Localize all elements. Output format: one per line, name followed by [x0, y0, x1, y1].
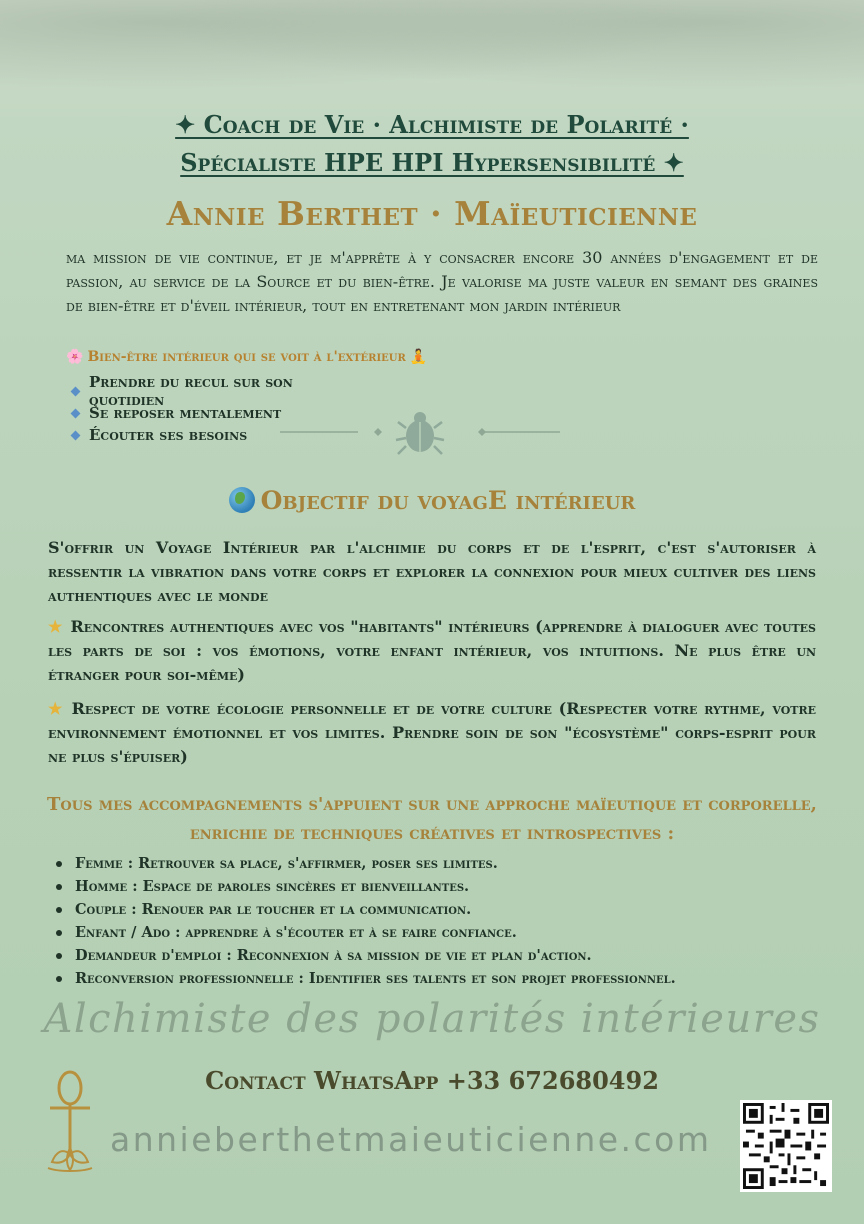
contact-whatsapp: Contact WhatsApp +33 672680492: [205, 1066, 659, 1095]
header-background: [0, 0, 864, 110]
header-title-line2: Spécialiste HPE HPI Hypersensibilité ✦: [180, 148, 684, 177]
approach-heading: Tous mes accompagnements s'appuient sur une approche maïeutique et corporelle, enrichie de techniques créatives et introspectives :: [47, 794, 817, 844]
list-item: Prendre du recul sur son quotidien: [72, 380, 332, 402]
bullet-icon: [56, 930, 62, 936]
star-icon: ★: [48, 617, 63, 636]
list-item: Écouter ses besoins: [72, 424, 332, 446]
wellbeing-text: Bien-être intérieur qui se voit à l'extérieur: [87, 349, 406, 365]
header-title-line1: ✦ Coach de Vie · Alchimiste de Polarité ·: [175, 110, 689, 139]
mission-paragraph: ma mission de vie continue, et je m'apprête à y consacrer encore 30 années d'engagement et de passion, au service de la Source et du bien-être. Je valorise ma juste valeur en semant des graines de bien-être et d'éveil intérieur, tout en entretenant mon jardin intérieur: [66, 248, 818, 315]
globe-icon: [229, 487, 255, 513]
list-item: Demandeur d'emploi : Reconnexion à sa mission de vie et plan d'action.: [56, 944, 836, 967]
scarab-ornament-icon: [280, 406, 560, 458]
qr-code-icon[interactable]: [740, 1100, 832, 1192]
list-item: Femme : Retrouver sa place, s'affirmer, poser ses limites.: [56, 852, 836, 875]
website-url[interactable]: annieberthetmaieuticienne.com: [110, 1120, 712, 1159]
list-item: Enfant / Ado : apprendre à s'écouter et à se faire confiance.: [56, 921, 836, 944]
bullet-icon: [56, 976, 62, 982]
list-item: Reconversion professionnelle : Identifier ses talents et son projet professionnel.: [56, 967, 836, 990]
flower-icon: 🌸: [66, 349, 84, 365]
objective-heading: Objectif du voyagE intérieur: [0, 486, 864, 515]
coach-name: Annie Berthet · Maïeuticienne: [166, 194, 698, 233]
diamond-bullet-icon: [71, 386, 81, 396]
wellbeing-heading: [66, 349, 626, 365]
list-item: Homme : Espace de paroles sincères et bienveillantes.: [56, 875, 836, 898]
meditation-icon: 🧘: [409, 349, 428, 365]
bullet-icon: [56, 861, 62, 867]
diamond-bullet-icon: [71, 430, 81, 440]
bullet-icon: [56, 953, 62, 959]
bullet-icon: [56, 884, 62, 890]
tagline: Alchimiste des polarités intérieures: [43, 996, 821, 1042]
objective-point: ★ Rencontres authentiques avec vos "habitants" intérieurs (apprendre à dialoguer avec toutes les parts de soi : vos émotions, votre enfant intérieur, vos intuitions. Ne plus être un étranger pour soi-même): [48, 617, 816, 684]
list-item: Couple : Renouer par le toucher et la communication.: [56, 898, 836, 921]
objective-point: ★ Respect de votre écologie personnelle et de votre culture (Respecter votre rythme, votre environnement émotionnel et vos limites. Prendre soin de son "écosystème" corps-esprit pour ne plus s'épuiser): [48, 699, 816, 766]
services-list: [56, 852, 836, 990]
list-item: Se reposer mentalement: [72, 402, 332, 424]
objective-intro: S'offrir un Voyage Intérieur par l'alchimie du corps et de l'esprit, c'est s'autoriser à ressentir la vibration dans votre corps et explorer la connexion pour mieux cultiver des liens authentiques avec le monde: [48, 538, 816, 605]
bullet-icon: [56, 907, 62, 913]
diamond-bullet-icon: [71, 408, 81, 418]
star-icon: ★: [48, 699, 64, 718]
